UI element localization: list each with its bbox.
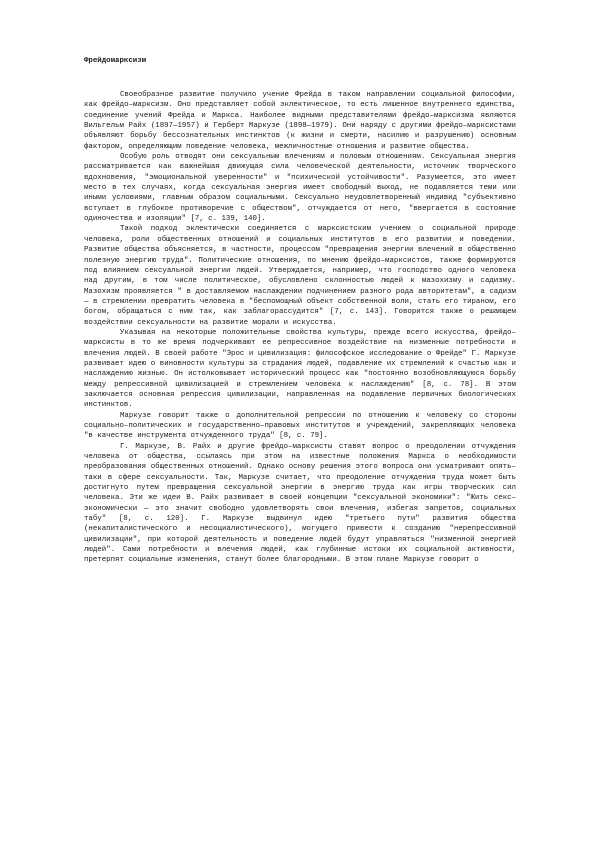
paragraph-5: Маркузе говорит также о дополнительной репрессии по отношению к человеку со стороны социально–политических и государственно–правовых институтов и учреждений, закрепляющих человека "в качестве инструмента отчужденного труда" [8, с. 79]. (84, 411, 516, 441)
paragraph-1: Своеобразное развитие получило учение Фрейда в таком направлении социальной философии, как фрейдо–марксизм. Оно представляет собой эклектическое, то есть лишенное внутреннего единства, соединение учений Фрейда и Маркса. Наиболее видными представителями фрейдо–марксизма являются Вильгельм Райх (1897—1957) и Герберт Маркузе (1898—1979). Они наряду с другими фрейдо–марксистами объявляют борьбу бессознательных инстинктов (к жизни и смерти, насилию и разрушению) основным фактором, определяющим поведение человека, межличностные отношения и развитие общества. (84, 91, 516, 151)
document-title: Фрейдомарксизм (84, 57, 147, 65)
paragraph-2: Особую роль отводят они сексуальным влечениям и половым отношениям. Сексуальная энергия рассматривается как важнейшая движущая сила человеческой деятельности, источник творческого вдохновения, "эмоциональной уверенности" и "психической устойчивости". Разумеется, это имеет место в тех случаях, когда сексуальная энергия имеет свободный выход, не подавляется теми или иными условиями, главным образом социальными. Сексуально неудовлетворенный индивид "субъективно вступает в глубокое противоречие с обществом", отчуждается от него, "ввергается в состояние одиночества и изоляции" [7, с. 139, 140]. (84, 153, 516, 224)
paragraph-4: Указывая на некоторые положительные свойства культуры, прежде всего искусства, фрейдо–марксисты в то же время подчеркивают ее репрессивное воздействие на низменные потребности и влечения людей. В своей работе "Эрос и цивилизация: философское исследование о Фрейде" Г. Маркузе развивает идею о виновности культуры за страдания людей, подавление их стремлений к счастью как и наслаждению жизнью. Он истолковывает исторический процесс как "постоянно возобновляющуюся борьбу между репрессивной цивилизацией и стремлением человека к наслаждению" [8, с. 78]. В этом заключается основная репрессия цивилизации, направленная на подавление первичных биологических инстинктов. (84, 328, 516, 410)
document-page (84, 56, 516, 566)
document-body (84, 90, 516, 566)
paragraph-6: Г. Маркузе, В. Райх и другие фрейдо–марксисты ставят вопрос о преодолении отчуждения человека от общества, ссылаясь при этом на известные положения Маркса о необходимости преобразования общественных отношений. Однако основу решения этого вопроса они усматривают опять–таки в сфере сексуальности. Так, Маркузе считает, что преодоление отчуждения труда может быть достигнуто путем превращения сексуальной энергии в энергию труда как игры творческих сил человека. Эти же идеи В. Райх развивает в своей концепции "сексуальной экономики": "Жить секс–экономически — это значит свободно удовлетворять свои влечения, избегая запретов, социальных табу" [8, с. 120]. Г. Маркузе выдвинул идею "третьего пути" развития общества (некапиталистического и несоциалистического), могущего привести к созданию "нерепрессивной цивилизации", при которой деятельность и поведение людей будут управляться "низменной энергией людей". Сами потребности и влечения людей, как глубинные истоки их социальной активности, претерпят социальные изменения, станут более благородными. В этом плане Маркузе говорит о (84, 442, 516, 565)
paragraph-3: Такой подход эклектически соединяется с марксистским учением о социальной природе человека, роли общественных отношений и социальных институтов в его развитии и поведении. Развитие общества объясняется, в частности, процессом "превращения энергии влечений в общественно полезную энергию труда". Политические отношения, по мнению фрейдо–марксистов, также формируются под влиянием сексуальной энергии людей. Утверждается, например, что господство одного человека над другим, в том числе политическое, обусловлено склонностью людей к мазохизму и садизму. Мазохизм проявляется " в доставляемом наслаждении подчинением разного рода авторитетам", а садизм — в стремлении превратить человека в "беспомощный объект собственной воли, стать его тираном, его богом, обращаться с ним так, как заблагорассудится" [7, с. 143]. Говорится также о решающем воздействии сексуальности на развитие морали и искусства. (84, 225, 516, 327)
